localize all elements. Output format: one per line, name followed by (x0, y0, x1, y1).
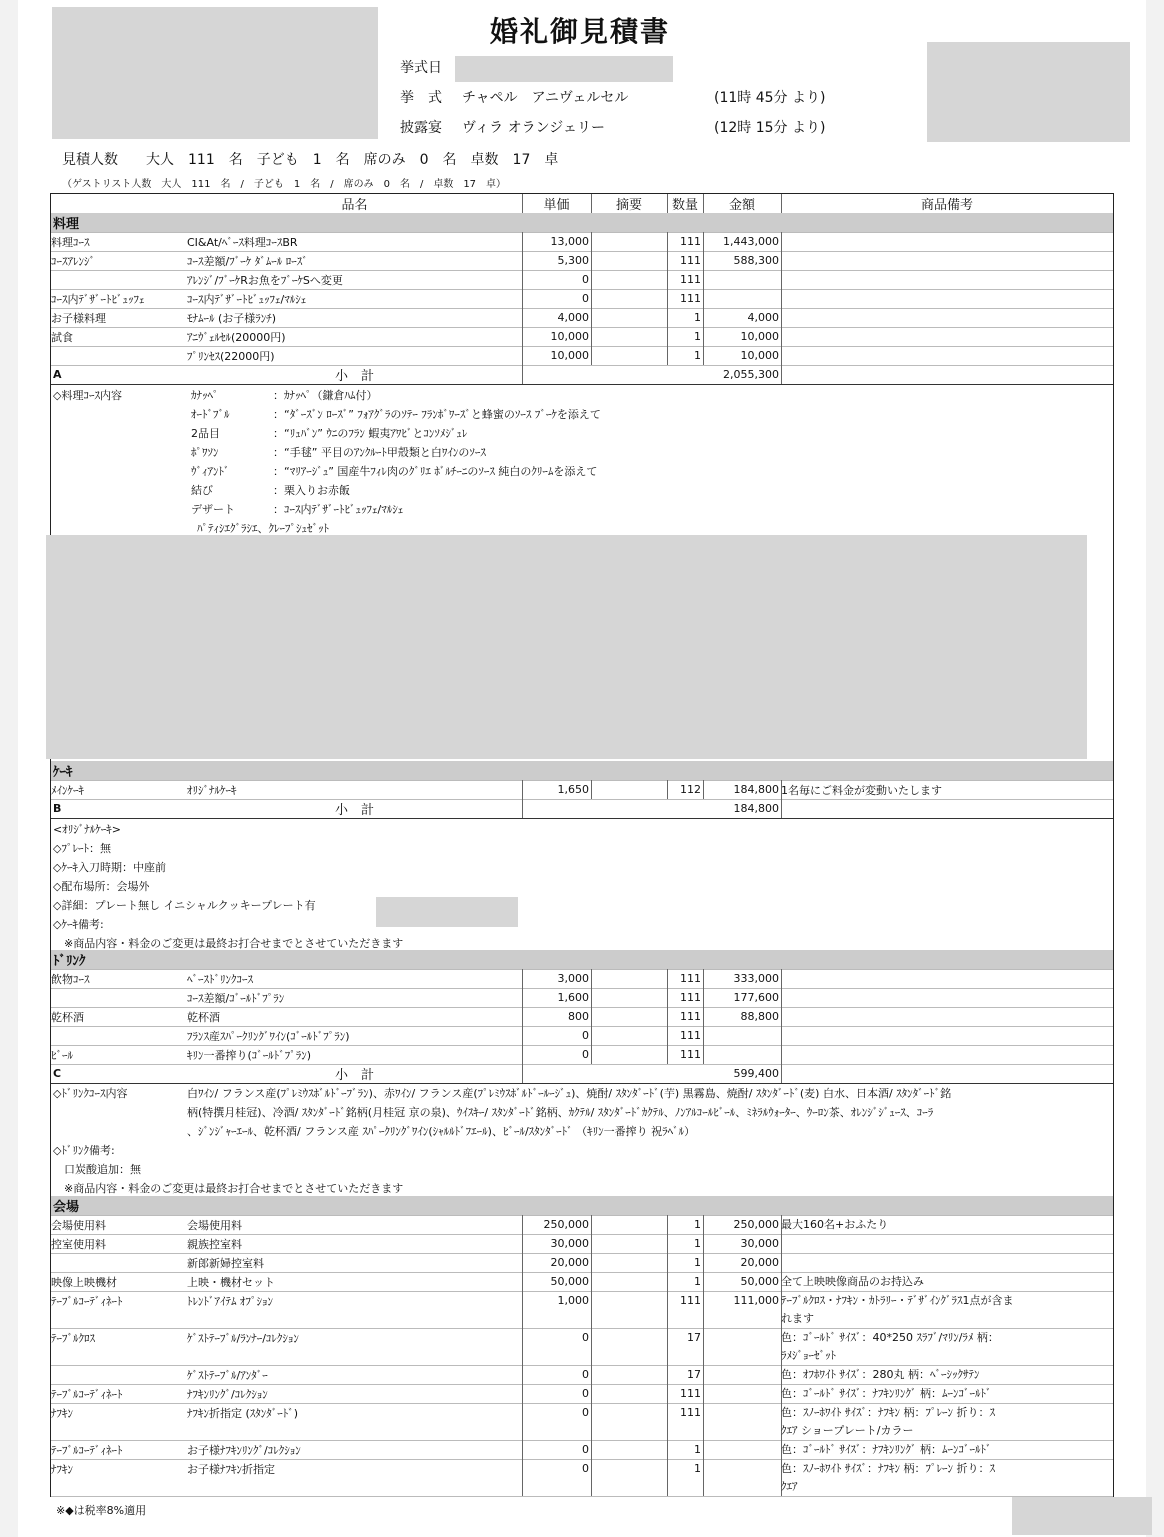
row-category: ｺｰｽ内ﾃﾞｻﾞｰﾄﾋﾞｭｯﾌｪ (51, 292, 145, 306)
row-item-name: ﾌﾟﾘﾝｾｽ(22000円) (187, 349, 275, 363)
row-unit-price: 0 (582, 1406, 589, 1419)
row-amount: 88,800 (740, 1010, 779, 1023)
row-quantity: 1 (694, 1275, 701, 1288)
row-item-name: CI&At/ﾍﾞｰｽ料理ｺｰｽBR (187, 235, 298, 249)
column-divider (591, 1272, 592, 1291)
row-amount: 333,000 (733, 972, 779, 985)
row-category: 映像上映機材 (51, 1275, 117, 1289)
section-cake-label: ｹｰｷ (53, 765, 73, 780)
row-remarks-line: ﾃｰﾌﾞﾙｸﾛｽ・ﾅﾌｷﾝ・ｶﾄﾗﾘｰ・ﾃﾞｻﾞｲﾝｸﾞﾗｽ1点が含ま (781, 1294, 1014, 1307)
row-unit-price: 0 (582, 273, 589, 286)
reception-time: (12時 15分 より) (714, 120, 826, 136)
course-item-value: ：“ﾘｭﾊﾞﾝ” ｳﾆのﾌﾗﾝ 蝦夷ｱﾜﾋﾞとｺﾝｿﾒｼﾞｭﾚ (273, 427, 468, 440)
row-category: 飲物ｺｰｽ (51, 972, 90, 986)
column-divider (781, 988, 782, 1007)
row-quantity: 111 (680, 235, 701, 248)
row-category: 料理ｺｰｽ (51, 235, 90, 249)
column-header-price: 単価 (543, 198, 570, 213)
table-row (51, 289, 1113, 309)
row-amount: 1,443,000 (723, 235, 779, 248)
row-item-name: ｺｰｽ内ﾃﾞｻﾞｰﾄﾋﾞｭｯﾌｪ/ﾏﾙｼｪ (187, 292, 307, 306)
subtotal-code: C (53, 1067, 62, 1080)
column-divider (591, 1403, 592, 1440)
row-item-name: ｷﾘﾝ一番搾り(ｺﾞｰﾙﾄﾞﾌﾟﾗﾝ) (187, 1048, 312, 1062)
column-header-rem: 商品備考 (920, 198, 973, 213)
row-category (51, 1253, 187, 1272)
row-quantity: 111 (680, 1048, 701, 1061)
row-amount (703, 289, 781, 308)
drink-course-line: 柄(特撰月桂冠)、冷酒/ ｽﾀﾝﾀﾞｰﾄﾞ銘柄(月桂冠 京の泉)、ｳｲｽｷｰ/ ｽﾀﾝﾀﾞｰﾄﾞ銘柄、ｶｸﾃﾙ/ ｽﾀﾝﾀﾞｰﾄﾞｶｸﾃﾙ、ﾉﾝｱﾙｺｰﾙﾋﾞｰﾙ、ﾐﾈﾗﾙｳｫｰﾀｰ、ｳｰﾛﾝ茶、ｵﾚﾝｼﾞｼﾞｭｰｽ、ｺｰﾗ (187, 1106, 934, 1119)
section-food (51, 213, 1113, 233)
row-quantity: 111 (680, 1406, 701, 1419)
row-unit-price: 1,600 (557, 991, 589, 1004)
column-divider (781, 270, 782, 289)
section-drink-label: ﾄﾞﾘﾝｸ (53, 954, 86, 969)
row-quantity: 1 (694, 1218, 701, 1231)
redacted-block (455, 56, 673, 82)
row-remarks-line: ｸｴｱ ショープレート/カラー (781, 1424, 914, 1437)
subtotal-amount: 184,800 (733, 802, 779, 815)
redacted-block (376, 897, 518, 927)
row-item-name: 上映・機材セット (187, 1275, 275, 1289)
column-header-qty: 数量 (671, 198, 698, 213)
row-remarks (781, 1440, 1113, 1459)
row-category (51, 1026, 187, 1045)
row-unit-price: 250,000 (543, 1218, 589, 1231)
row-amount (703, 1045, 781, 1064)
column-divider (591, 780, 592, 799)
row-remarks (781, 1253, 1113, 1272)
table-row (51, 1459, 1113, 1497)
row-amount: 111,000 (733, 1294, 779, 1307)
row-item-name: 乾杯酒 (187, 1010, 220, 1024)
row-unit-price: 0 (582, 1029, 589, 1042)
column-divider (591, 988, 592, 1007)
subtotal-amount: 2,055,300 (723, 368, 779, 381)
row-remarks-line: 色：ｽﾉｰﾎﾜｲﾄ ｻｲｽﾞ：ﾅﾌｷﾝ 柄：ﾌﾟﾚｰﾝ 折り：ｽ (781, 1462, 995, 1475)
row-item-name: ｹﾞｽﾄﾃｰﾌﾞﾙ/ｱﾝﾀﾞｰ (187, 1368, 268, 1382)
course-item-value: ：栗入りお赤飯 (273, 484, 350, 497)
row-item-name: ﾅﾌｷﾝ折指定 (ｽﾀﾝﾀﾞｰﾄﾞ) (187, 1406, 299, 1420)
table-row (51, 1007, 1113, 1027)
column-divider (522, 799, 523, 818)
course-item-key: 2品目 (191, 427, 220, 440)
row-remarks-line: ｸｴｱ (781, 1480, 798, 1493)
column-divider (781, 289, 782, 308)
section-venue (51, 1196, 1113, 1216)
row-unit-price: 10,000 (550, 349, 589, 362)
row-category: ﾒｲﾝｹｰｷ (51, 783, 84, 797)
row-unit-price: 30,000 (550, 1237, 589, 1250)
drink-note: ※商品内容・料金のご変更は最終お打合せまでとさせていただきます (53, 1182, 404, 1195)
column-divider (781, 1045, 782, 1064)
row-amount: 4,000 (747, 311, 779, 324)
row-category (51, 1365, 187, 1384)
row-unit-price: 3,000 (557, 972, 589, 985)
row-item-name: お子様ﾅﾌｷﾝ折指定 (187, 1462, 275, 1476)
guest-list-count: （ゲストリスト人数 大人 111 名 / 子ども 1 名 / 席のみ 0 名 / 卓数 17 卓） (62, 179, 507, 190)
row-remarks-line: 色：ｺﾞｰﾙﾄﾞ ｻｲｽﾞ：40*250 ｽﾗﾌﾞ/ﾏﾘﾝ/ﾗﾒ 柄： (781, 1331, 999, 1344)
course-item-key: 結び (191, 484, 213, 497)
column-divider (781, 1007, 782, 1026)
cake-note: ※商品内容・料金のご変更は最終お打合せまでとさせていただきます (53, 937, 404, 950)
row-item-name: ﾅﾌｷﾝﾘﾝｸﾞ/ｺﾚｸｼｮﾝ (187, 1387, 268, 1401)
row-quantity: 1 (694, 311, 701, 324)
row-amount (703, 1365, 781, 1384)
column-divider (591, 346, 592, 365)
table-row (51, 251, 1113, 271)
table-row (51, 1365, 1113, 1385)
redacted-block (1012, 1497, 1152, 1535)
row-remarks-line: ﾗﾒｼﾞｮｰｾﾞｯﾄ (781, 1349, 836, 1362)
cake-note: ◇詳細：プレート無し イニシャルクッキープレート有 (53, 899, 316, 912)
row-amount (703, 1403, 781, 1422)
row-quantity: 17 (687, 1331, 701, 1344)
column-divider (591, 270, 592, 289)
course-item-value: ：“手毬” 平目のｱﾝｸﾙｰﾄ甲殻類と白ﾜｲﾝのｿｰｽ (273, 446, 486, 459)
row-remarks (781, 1291, 1113, 1328)
row-remarks-line: 色：ｺﾞｰﾙﾄﾞ ｻｲｽﾞ：ﾅﾌｷﾝﾘﾝｸﾞ 柄：ﾑｰﾝｺﾞｰﾙﾄﾞ (781, 1443, 992, 1456)
row-quantity: 111 (680, 254, 701, 267)
column-divider (591, 327, 592, 346)
row-quantity: 111 (680, 292, 701, 305)
column-divider (591, 251, 592, 270)
row-item-name: 会場使用料 (187, 1218, 242, 1232)
table-row (51, 1440, 1113, 1460)
column-divider (522, 1064, 523, 1083)
column-divider (781, 346, 782, 365)
table-header-row (51, 194, 1113, 214)
row-remarks (781, 1403, 1113, 1440)
subtotal-label: 小 計 (334, 369, 374, 384)
course-item-value: ：“ﾏﾘｱｰｼﾞｭ” 国産牛ﾌｨﾚ肉のｸﾞﾘｴ ﾎﾞﾙﾁｰﾆのｿｰｽ 純白のｸﾘｰﾑを添えて (273, 465, 598, 478)
subtotal-label: 小 計 (334, 803, 374, 818)
table-row (51, 346, 1113, 366)
row-remarks-line: 色：ｵﾌﾎﾜｲﾄ ｻｲｽﾞ：280丸 柄：ﾍﾞｰｼｯｸｻﾃﾝ (781, 1368, 980, 1381)
row-remarks (781, 1365, 1113, 1384)
section-food-label: 料理 (53, 217, 80, 232)
row-amount (703, 1440, 781, 1459)
column-divider (591, 1291, 592, 1328)
column-header-name: 品名 (341, 198, 368, 213)
row-unit-price: 0 (582, 1048, 589, 1061)
table-row (51, 1234, 1113, 1254)
table-row (51, 780, 1113, 800)
column-divider (781, 969, 782, 988)
row-quantity: 1 (694, 330, 701, 343)
footer-note: ※◆は税率8%適用 (56, 1504, 147, 1517)
row-amount: 588,300 (733, 254, 779, 267)
section-venue-label: 会場 (53, 1200, 80, 1215)
row-item-name: ﾍﾞｰｽﾄﾞﾘﾝｸｺｰｽ (187, 972, 253, 986)
row-remarks (781, 1384, 1113, 1403)
row-item-name: お子様ﾅﾌｷﾝﾘﾝｸﾞ/ｺﾚｸｼｮﾝ (187, 1443, 301, 1457)
course-item-value: ﾊﾟﾃｨｼｴｸﾞﾗｼｴ、ｸﾚｰﾌﾟｼｭｾﾞｯﾄ (197, 522, 329, 535)
course-item-key: ﾎﾟﾜｿﾝ (191, 446, 219, 459)
course-item-value: ：ｺｰｽ内ﾃﾞｻﾞｰﾄﾋﾞｭｯﾌｪ/ﾏﾙｼｪ (273, 503, 404, 516)
row-quantity: 111 (680, 1010, 701, 1023)
column-divider (591, 1328, 592, 1365)
row-amount (703, 1459, 781, 1478)
column-divider (591, 1253, 592, 1272)
row-item-name: ｱﾚﾝｼﾞ/ﾌﾞｰｹRお魚をﾌﾞｰｹSへ変更 (187, 273, 343, 287)
column-divider (591, 289, 592, 308)
table-row (51, 1328, 1113, 1366)
section-cake (51, 761, 1113, 781)
row-remarks (781, 1234, 1113, 1253)
row-unit-price: 20,000 (550, 1256, 589, 1269)
row-amount (703, 1026, 781, 1045)
estimate-table (50, 193, 1114, 1497)
table-row (51, 327, 1113, 347)
row-category: ﾃｰﾌﾞﾙｺｰﾃﾞｨﾈｰﾄ (51, 1294, 123, 1308)
row-unit-price: 0 (582, 1368, 589, 1381)
row-quantity: 111 (680, 273, 701, 286)
row-unit-price: 0 (582, 1387, 589, 1400)
section-drink (51, 950, 1113, 970)
row-unit-price: 13,000 (550, 235, 589, 248)
redacted-block (46, 535, 1087, 759)
column-divider (781, 1064, 782, 1083)
row-amount (703, 1384, 781, 1403)
row-quantity: 111 (680, 991, 701, 1004)
redacted-block (927, 42, 1130, 142)
row-amount (703, 1328, 781, 1347)
row-category: ﾃｰﾌﾞﾙｸﾛｽ (51, 1331, 95, 1345)
row-remarks-line: 最大160名+おふたり (781, 1218, 889, 1231)
row-amount: 250,000 (733, 1218, 779, 1231)
table-row (51, 1272, 1113, 1292)
drink-note: 口炭酸追加：無 (53, 1163, 141, 1176)
table-row (51, 1215, 1113, 1235)
ceremony-venue: チャペル アニヴェルセル (462, 90, 629, 106)
row-unit-price: 800 (568, 1010, 589, 1023)
column-divider (591, 969, 592, 988)
drink-course-line: 白ﾜｲﾝ/ フランス産(ﾌﾟﾚﾐｳｽﾎﾞﾙﾄﾞｰﾌﾞﾗﾝ)、赤ﾜｲﾝ/ フランス産(ﾌﾟﾚﾐｳｽﾎﾞﾙﾄﾞｰﾙｰｼﾞｭ)、焼酎/ ｽﾀﾝﾀﾞｰﾄﾞ(芋) 黒霧島、焼酎/ ｽﾀﾝﾀﾞｰﾄﾞ(麦) 白水、日本酒/ ｽﾀﾝﾀﾞｰﾄﾞ銘 (187, 1087, 952, 1100)
row-quantity: 1 (694, 1462, 701, 1475)
column-divider (781, 799, 782, 818)
row-remarks-line: れます (781, 1312, 814, 1325)
subtotal-code: B (53, 802, 62, 815)
row-quantity: 111 (680, 972, 701, 985)
row-quantity: 1 (694, 349, 701, 362)
row-amount: 10,000 (740, 349, 779, 362)
column-divider (781, 251, 782, 270)
column-divider (591, 1384, 592, 1403)
column-divider (781, 365, 782, 384)
row-remarks (781, 1459, 1113, 1496)
column-header-amt: 金額 (728, 198, 755, 213)
row-category: ﾃｰﾌﾞﾙｺｰﾃﾞｨﾈｰﾄ (51, 1387, 123, 1401)
cake-note: <ｵﾘｼﾞﾅﾙｹｰｷ> (53, 823, 121, 836)
row-category: お子様料理 (51, 311, 106, 325)
row-unit-price: 50,000 (550, 1275, 589, 1288)
row-item-name: ｺｰｽ差額/ﾌﾞｰｹ ﾀﾞﾑｰﾙ ﾛｰｽﾞ (187, 254, 308, 268)
column-divider (781, 232, 782, 251)
row-remarks-line: 色：ｽﾉｰﾎﾜｲﾄ ｻｲｽﾞ：ﾅﾌｷﾝ 柄：ﾌﾟﾚｰﾝ 折り：ｽ (781, 1406, 995, 1419)
column-divider (591, 1459, 592, 1496)
row-remarks: 1名毎にご料金が変動いたします (781, 783, 942, 797)
row-item-name: 新郎新婦控室料 (187, 1256, 264, 1270)
row-category: 会場使用料 (51, 1218, 106, 1232)
wedding-date-label: 挙式日 (400, 60, 442, 76)
reception-label: 披露宴 (400, 120, 442, 136)
table-row (51, 988, 1113, 1008)
column-divider (591, 308, 592, 327)
column-divider (781, 327, 782, 346)
table-row (51, 969, 1113, 989)
table-row (51, 1291, 1113, 1329)
row-unit-price: 1,650 (557, 783, 589, 796)
course-item-value: ：ｶﾅｯﾍﾟ（鎌倉ﾊﾑ付） (273, 389, 378, 402)
column-divider (591, 1045, 592, 1064)
column-divider (591, 1215, 592, 1234)
guest-count: 見積人数 大人 111 名 子ども 1 名 席のみ 0 名 卓数 17 卓 (62, 152, 559, 168)
column-divider (591, 232, 592, 251)
subtotal-label: 小 計 (334, 1068, 374, 1083)
cake-note: ◇ﾌﾟﾚｰﾄ：無 (53, 842, 111, 855)
row-unit-price: 5,300 (557, 254, 589, 267)
row-quantity: 111 (680, 1387, 701, 1400)
row-item-name: ﾌﾗﾝｽ産ｽﾊﾟｰｸﾘﾝｸﾞﾜｲﾝ(ｺﾞｰﾙﾄﾞﾌﾟﾗﾝ) (187, 1029, 350, 1043)
redacted-block (52, 7, 378, 139)
drink-note: ◇ﾄﾞﾘﾝｸ備考: (53, 1144, 115, 1157)
table-row (51, 1026, 1113, 1046)
drink-subtotal-row (51, 1064, 1113, 1084)
row-amount: 20,000 (740, 1256, 779, 1269)
row-unit-price: 4,000 (557, 311, 589, 324)
drink-course-label: ◇ﾄﾞﾘﾝｸｺｰｽ内容 (53, 1087, 128, 1100)
row-quantity: 111 (680, 1294, 701, 1307)
row-category: 試食 (51, 330, 73, 344)
row-category: 乾杯酒 (51, 1010, 84, 1024)
subtotal-amount: 599,400 (733, 1067, 779, 1080)
row-category: ｺｰｽｱﾚﾝｼﾞ (51, 254, 95, 268)
table-row (51, 270, 1113, 290)
row-remarks-line: 色：ｺﾞｰﾙﾄﾞ ｻｲｽﾞ：ﾅﾌｷﾝﾘﾝｸﾞ 柄：ﾑｰﾝｺﾞｰﾙﾄﾞ (781, 1387, 992, 1400)
row-remarks (781, 1272, 1113, 1291)
row-item-name: ｵﾘｼﾞﾅﾙｹｰｷ (187, 783, 237, 797)
column-divider (591, 1440, 592, 1459)
row-remarks (781, 1215, 1113, 1234)
row-item-name: ｹﾞｽﾄﾃｰﾌﾞﾙ/ﾗﾝﾅｰ/ｺﾚｸｼｮﾝ (187, 1331, 299, 1345)
column-header-sum: 摘要 (615, 198, 642, 213)
row-remarks-line: 全て上映映像商品のお持込み (781, 1275, 924, 1288)
row-remarks (781, 1328, 1113, 1365)
table-row (51, 1253, 1113, 1273)
row-unit-price: 0 (582, 1331, 589, 1344)
row-category: ﾃｰﾌﾞﾙｺｰﾃﾞｨﾈｰﾄ (51, 1443, 123, 1457)
course-item-key: デザート (191, 503, 235, 516)
row-category (51, 988, 187, 1007)
row-quantity: 1 (694, 1256, 701, 1269)
row-amount: 184,800 (733, 783, 779, 796)
row-amount: 10,000 (740, 330, 779, 343)
column-divider (591, 1026, 592, 1045)
ceremony-label: 挙 式 (400, 90, 442, 106)
row-category: ﾅﾌｷﾝ (51, 1406, 73, 1420)
course-item-key: ｵｰﾄﾞﾌﾞﾙ (191, 408, 230, 421)
course-item-key: ｳﾞｨｱﾝﾄﾞ (191, 465, 230, 478)
row-amount: 50,000 (740, 1275, 779, 1288)
row-unit-price: 1,000 (557, 1294, 589, 1307)
row-unit-price: 0 (582, 1462, 589, 1475)
row-item-name: 親族控室料 (187, 1237, 242, 1251)
drink-course-line: 、ｼﾞﾝｼﾞｬｰｴｰﾙ、乾杯酒/ フランス産 ｽﾊﾟｰｸﾘﾝｸﾞﾜｲﾝ(ｼｬﾙﾙﾄﾞﾌｴｰﾙ)、ﾋﾞｰﾙ/ｽﾀﾝﾀﾞｰﾄﾞ （ｷﾘﾝ一番搾り 祝ﾗﾍﾞﾙ） (187, 1125, 696, 1138)
cake-note: ◇ｹｰｷ入刀時期：中座前 (53, 861, 166, 874)
column-divider (781, 1026, 782, 1045)
row-category: ﾅﾌｷﾝ (51, 1462, 73, 1476)
table-row (51, 1403, 1113, 1441)
course-item-key: ｶﾅｯﾍﾟ (191, 389, 219, 402)
table-row (51, 1045, 1113, 1065)
food-subtotal-row (51, 365, 1113, 385)
row-category (51, 270, 187, 289)
row-quantity: 112 (680, 783, 701, 796)
row-category: ﾋﾞｰﾙ (51, 1048, 73, 1062)
row-quantity: 1 (694, 1237, 701, 1250)
column-divider (591, 1007, 592, 1026)
table-row (51, 232, 1113, 252)
row-item-name: ﾄﾚﾝﾄﾞｱｲﾃﾑ ｵﾌﾟｼｮﾝ (187, 1294, 273, 1308)
row-category (51, 346, 187, 365)
row-item-name: ｱﾆｳﾞｪﾙｾﾙ(20000円) (187, 330, 286, 344)
column-divider (781, 308, 782, 327)
column-divider (522, 365, 523, 384)
row-amount (703, 270, 781, 289)
row-quantity: 1 (694, 1443, 701, 1456)
row-category: 控室使用料 (51, 1237, 106, 1251)
row-item-name: ﾓﾅﾑｰﾙ (お子様ﾗﾝﾁ) (187, 311, 277, 325)
row-amount: 30,000 (740, 1237, 779, 1250)
page-title: 婚礼御見積書 (490, 15, 671, 48)
column-divider (591, 1234, 592, 1253)
table-row (51, 1384, 1113, 1404)
row-quantity: 111 (680, 1029, 701, 1042)
ceremony-time: (11時 45分 より) (714, 90, 826, 106)
row-unit-price: 0 (582, 292, 589, 305)
table-row (51, 308, 1113, 328)
cake-subtotal-row (51, 799, 1113, 819)
course-item-value: ：“ﾀﾞｰｽﾞﾝ ﾛｰｽﾞ” ﾌｫｱｸﾞﾗのｿﾃｰ ﾌﾗﾝﾎﾞﾜｰｽﾞと蜂蜜のｿｰｽ ﾌﾞｰｹを添えて (273, 408, 601, 421)
cake-note: ◇配布場所：会場外 (53, 880, 150, 893)
row-amount: 177,600 (733, 991, 779, 1004)
column-divider (591, 1365, 592, 1384)
row-quantity: 17 (687, 1368, 701, 1381)
subtotal-code: A (53, 368, 62, 381)
row-unit-price: 0 (582, 1443, 589, 1456)
reception-venue: ヴィラ オランジェリー (462, 120, 605, 136)
course-content-label: ◇料理ｺｰｽ内容 (53, 389, 122, 402)
row-item-name: ｺｰｽ差額/ｺﾞｰﾙﾄﾞﾌﾟﾗﾝ (187, 991, 285, 1005)
row-unit-price: 10,000 (550, 330, 589, 343)
cake-note: ◇ｹｰｷ備考: (53, 918, 104, 931)
